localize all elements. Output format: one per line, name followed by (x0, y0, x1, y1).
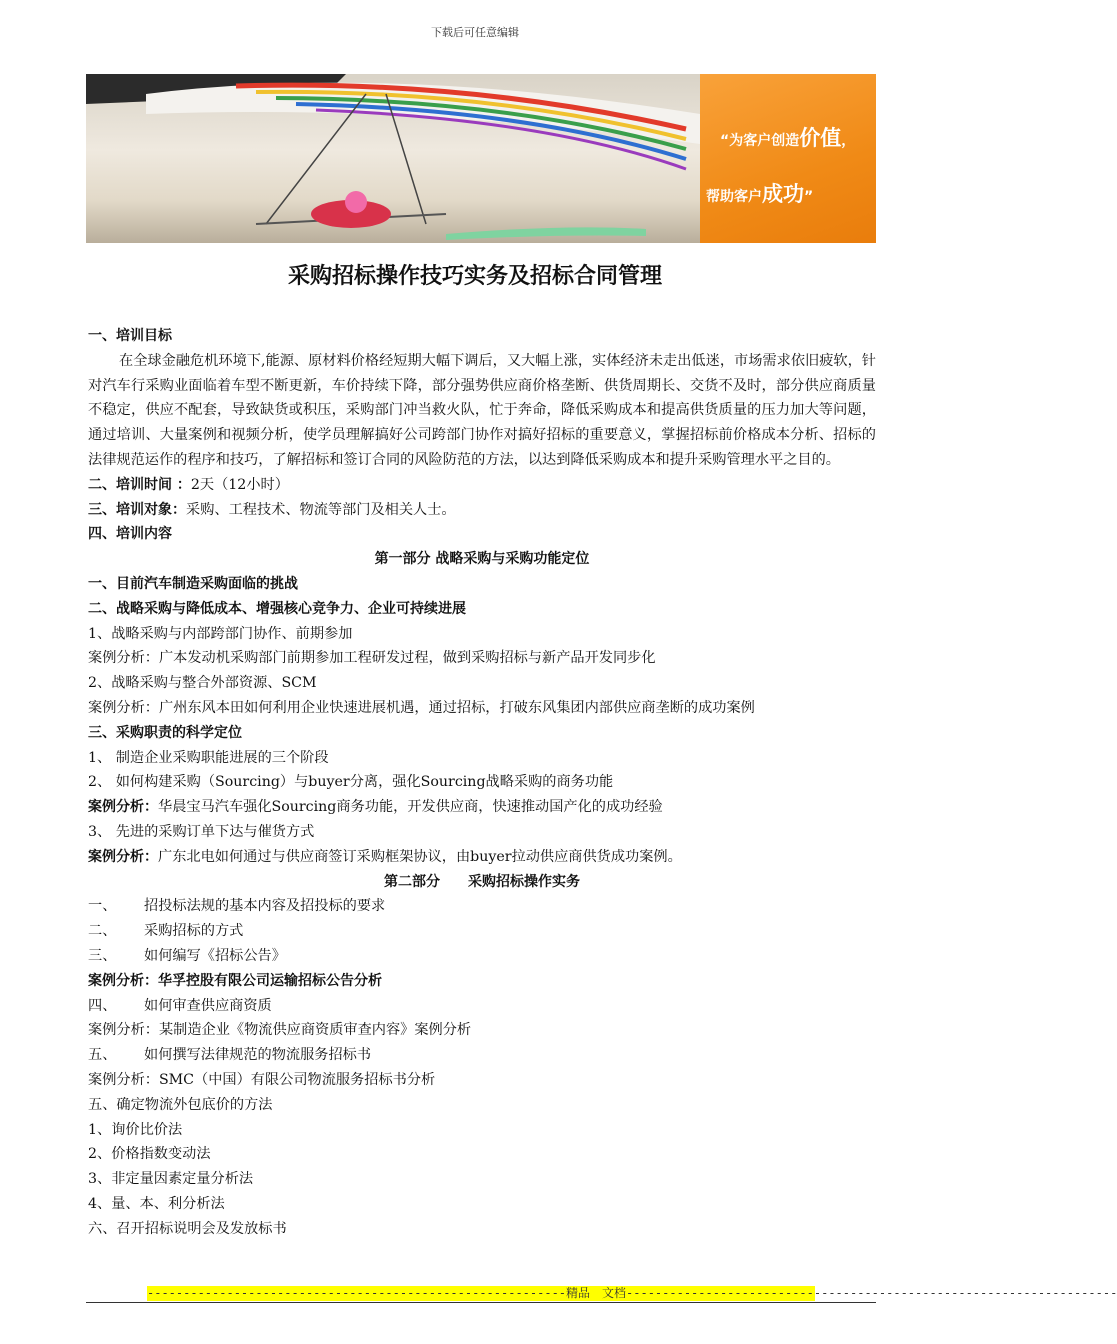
header-note: 下载后可任意编辑 (431, 26, 519, 39)
header-banner (86, 74, 876, 243)
training-time: 二、培训时间 ：2天（12小时） (88, 476, 289, 493)
list-item: 四、 如何审查供应商资质 (88, 997, 272, 1014)
document-title: 采购招标操作技巧实务及招标合同管理 (287, 264, 662, 289)
case-item: 案例分析：SMC（中国）有限公司物流服务招标书分析 (88, 1071, 436, 1088)
section-heading: 四、培训内容 (88, 526, 172, 543)
case-item: 案例分析：广州东风本田如何利用企业快速进展机遇，通过招标，打破东风集团内部供应商垄断的成功案例 (88, 699, 755, 716)
list-item: 1、询价比价法 (88, 1121, 183, 1138)
list-item: 2、 如何构建采购（Sourcing）与buyer分离，强化Sourcing战略采购的商务功能 (88, 774, 614, 791)
hang-glider-photo (86, 74, 700, 243)
list-item: 五、确定物流外包底价的方法 (88, 1096, 273, 1113)
slogan-line-2: 帮助客户成功” (706, 182, 814, 206)
list-item: 3、非定量因素定量分析法 (88, 1171, 254, 1188)
section-heading: 一、培训目标 (88, 328, 172, 344)
paragraph-objective: 在全球金融危机环境下,能源、原材料价格经短期大幅下调后，又大幅上涨，实体经济未走出低迷，市场需求依旧疲软，针对汽车行采购业面临着车型不断更新，车价持续下降，部分强势供应商价格垄断、供货周期长、交货不及时，部分供应商质量不稳定，供应不配套，导致缺货或积压，采购部门冲当救火队，忙于奔命，降低采购成本和提高供货质量的压力加大等问题，通过培训、大量案例和视频分析，使学员理解搞好公司跨部门协作对搞好招标的重要意义，掌握招标前价格成本分析、招标的法律规范运作的程序和技巧，了解招标和签订合同的风险防范的方法，以达到降低采购成本和提升采购管理水平之目的。 (88, 352, 876, 468)
slogan-line-1: “为客户创造价值， (720, 126, 856, 150)
list-item: 3、 先进的采购订单下达与催货方式 (88, 823, 315, 840)
list-item: 三、采购职责的科学定位 (88, 724, 242, 741)
hang-glider-illustration (86, 74, 700, 243)
list-item: 二、 采购招标的方式 (88, 923, 244, 940)
case-item: 案例分析：华孚控股有限公司运输招标公告分析 (88, 972, 382, 989)
list-item: 2、价格指数变动法 (88, 1146, 211, 1163)
list-item: 一、目前汽车制造采购面临的挑战 (88, 575, 298, 592)
list-item: 一、 招投标法规的基本内容及招投标的要求 (88, 898, 386, 915)
list-item: 三、 如何编写《招标公告》 (88, 947, 286, 964)
list-item: 五、 如何撰写法律规范的物流服务招标书 (88, 1047, 372, 1064)
list-item: 六、召开招标说明会及发放标书 (88, 1220, 287, 1237)
case-item: 案例分析：广本发动机采购部门前期参加工程研发过程，做到采购招标与新产品开发同步化 (88, 650, 656, 667)
footer-divider (86, 1302, 876, 1303)
case-item: 案例分析：华晨宝马汽车强化Sourcing商务功能，开发供应商，快速推动国产化的成功经验 (88, 799, 663, 816)
slogan-panel (700, 74, 876, 243)
list-item: 2、战略采购与整合外部资源、SCM (88, 675, 317, 692)
list-item: 4、量、本、利分析法 (88, 1195, 225, 1212)
case-item: 案例分析：广东北电如何通过与供应商签订采购框架协议，由buyer拉动供应商供货成功案例。 (88, 848, 682, 865)
footer-highlight: ----------------------------------------------------------精品 文档-------------------------------------------------------------------- (147, 1286, 1117, 1300)
training-audience: 三、培训对象：采购、工程技术、物流等部门及相关人士。 (88, 501, 456, 518)
list-item: 1、 制造企业采购职能进展的三个阶段 (88, 749, 329, 766)
list-item: 二、战略采购与降低成本、增强核心竞争力、企业可持续进展 (88, 600, 466, 617)
part-heading: 第一部分 战略采购与采购功能定位 (374, 551, 590, 568)
case-item: 案例分析：某制造企业《物流供应商资质审查内容》案例分析 (88, 1022, 472, 1039)
part-heading: 第二部分 采购招标操作实务 (384, 873, 580, 890)
document-body (88, 324, 876, 1241)
list-item: 1、战略采购与内部跨部门协作、前期参加 (88, 625, 353, 642)
